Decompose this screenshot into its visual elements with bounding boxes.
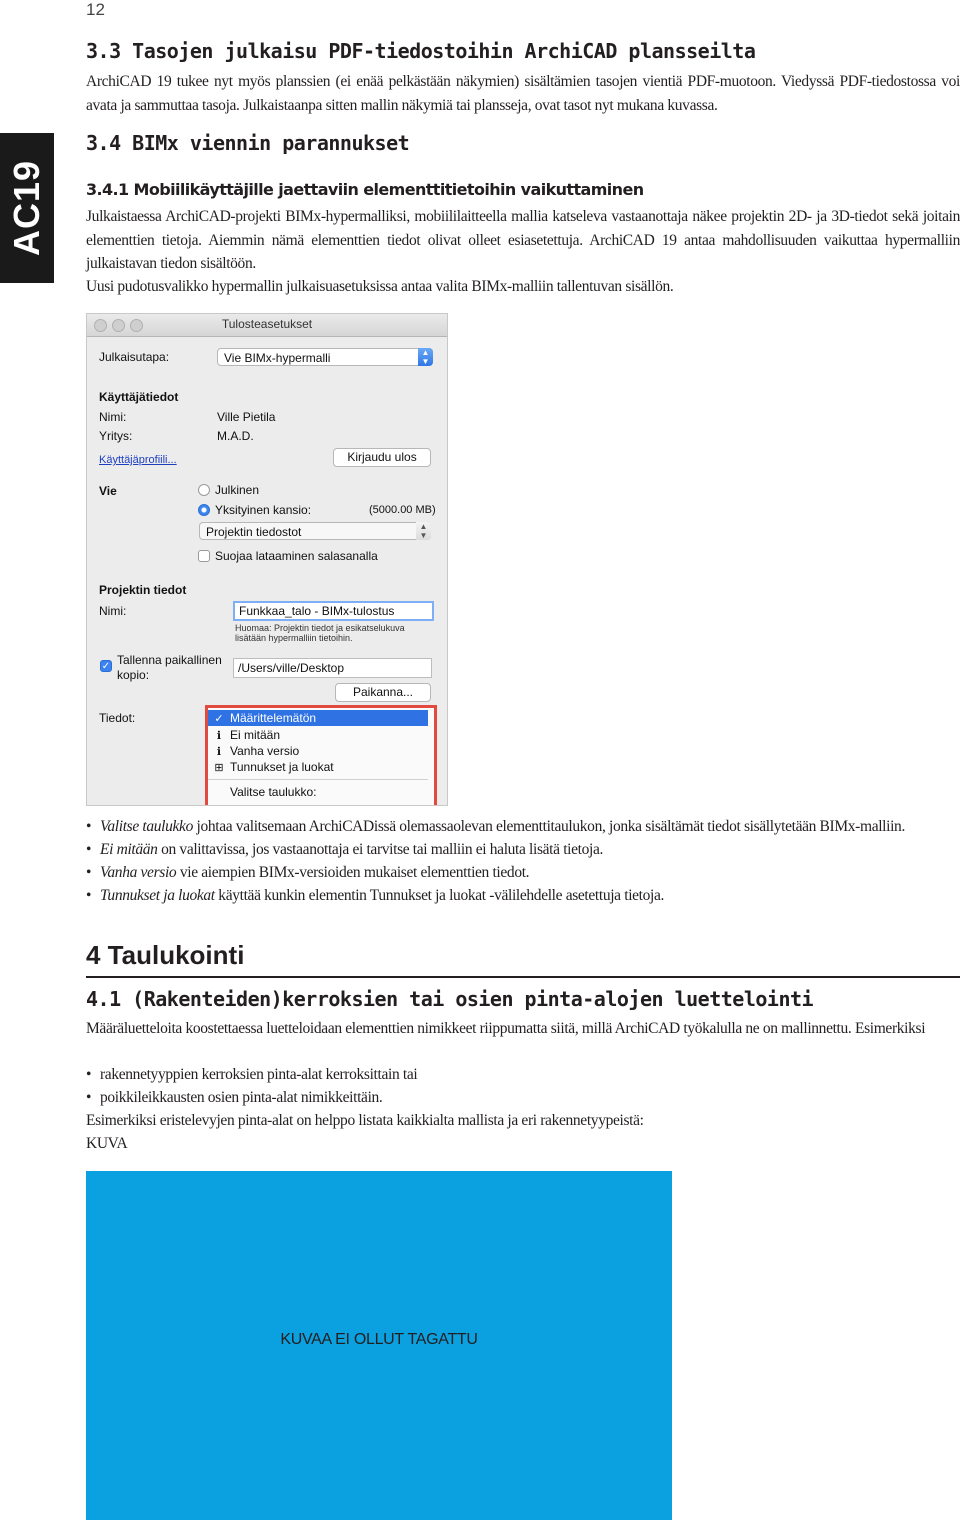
checkmark-icon: ✓ xyxy=(214,713,224,725)
bullet-text: on valittavissa, jos vastaanottaja ei tarvitse tai malliin ei haluta lisätä tietoja. xyxy=(157,841,604,858)
list-item xyxy=(86,838,960,861)
project-info-note xyxy=(235,623,405,643)
password-protect-checkbox[interactable] xyxy=(198,550,210,562)
locate-button[interactable]: Paikanna... xyxy=(335,683,431,702)
section-3-3-heading: 3.3 Tasojen julkaisu PDF-tiedostoihin ArchiCAD plansseilta xyxy=(86,39,756,63)
export-label: Vie xyxy=(99,484,117,498)
table-icon: ⊞ xyxy=(214,762,224,774)
section-3-4-1-paragraph-2: Uusi pudotusvalikko hypermallin julkaisuasetuksissa antaa valita BIMx-malliin tallentuvan sisällön. xyxy=(86,278,674,295)
user-profile-link[interactable]: Käyttäjäprofiili... xyxy=(99,454,177,466)
menu-item-undefined[interactable] xyxy=(208,710,428,726)
section-3-4-heading: 3.4 BIMx viennin parannukset xyxy=(86,131,410,155)
project-files-select[interactable] xyxy=(199,522,431,540)
info-dropdown-menu xyxy=(205,705,437,806)
menu-item-label: Vanha versio xyxy=(230,744,300,758)
menu-item-label: Määrittelemätön xyxy=(230,711,317,725)
list-item xyxy=(86,884,960,907)
save-local-copy-label xyxy=(117,653,222,683)
info-icon: ℹ xyxy=(216,730,222,742)
section-3-3-text: ArchiCAD 19 tukee nyt myös planssien (ei enää pelkästään näkymien) sisältämien tasojen vientiä PDF-muotoon. Viedyssä PDF-tiedostossa voi avata ja sammuttaa tasoja. Julkaistaanpa sitten mallin näkymiä tai plansseja, ovat tasot nyt mukana kuvassa. xyxy=(86,73,960,114)
save-local-line-2: kopio: xyxy=(117,668,150,682)
menu-item-label: Ei mitään xyxy=(230,728,281,742)
bullet-term: Vanha versio xyxy=(100,864,177,881)
password-protect-label: Suojaa lataaminen salasanalla xyxy=(215,549,378,563)
menu-item-label: Tunnukset ja luokat xyxy=(230,760,334,774)
bullet-term: Ei mitään xyxy=(100,841,158,858)
bullet-text: käyttää kunkin elementin Tunnukset ja luokat -välilehdelle asetettuja tietoja. xyxy=(214,887,665,904)
project-name-label: Nimi: xyxy=(99,604,127,618)
menu-divider xyxy=(208,779,428,780)
user-name-label: Nimi: xyxy=(99,410,127,424)
save-local-line-1: Tallenna paikallinen xyxy=(117,653,222,667)
info-icon: ℹ xyxy=(216,746,222,758)
section-4-1-list xyxy=(86,1063,960,1109)
project-info-heading: Projektin tiedot xyxy=(99,583,187,597)
project-name-input[interactable]: Funkkaa_talo - BIMx-tulostus xyxy=(233,601,434,621)
publish-method-label: Julkaisutapa: xyxy=(99,350,170,364)
chapter-4-heading: 4 Taulukointi xyxy=(86,940,960,978)
select-arrows-icon: ▲ ▼ xyxy=(418,348,433,366)
company-label: Yritys: xyxy=(99,429,133,443)
local-path-input[interactable]: /Users/ville/Desktop xyxy=(233,658,432,678)
dialog-titlebar xyxy=(87,314,447,337)
private-folder-size: (5000.00 MB) xyxy=(369,504,436,516)
project-files-value: Projektin tiedostot xyxy=(206,525,302,539)
side-tab-label: AC19 xyxy=(6,159,47,257)
section-3-4-1-heading: 3.4.1 Mobiilikäyttäjille jaettaviin elementtitietoihin vaikuttaminen xyxy=(86,180,644,199)
bullet-term: Valitse taulukko xyxy=(100,818,193,835)
dialog-title: Tulosteasetukset xyxy=(221,317,313,331)
public-option-label: Julkinen xyxy=(215,483,260,497)
list-item: • poikkileikkausten osien pinta-alat nimikkeittäin. xyxy=(86,1086,960,1109)
company-value: M.A.D. xyxy=(217,429,254,443)
menu-options-bullet-list xyxy=(86,815,960,907)
menu-item-old-version[interactable] xyxy=(208,743,428,759)
list-item xyxy=(86,815,960,838)
image-caption-placeholder: KUVA xyxy=(86,1135,128,1152)
bullet-term: Tunnukset ja luokat xyxy=(100,887,215,904)
section-4-1-heading: 4.1 (Rakenteiden)kerroksien tai osien pinta-alojen luettelointi xyxy=(86,987,814,1011)
menu-item-ids-and-categories[interactable] xyxy=(208,759,428,775)
bullet-text: johtaa valitsemaan ArchiCADissä olemassaolevan elementtitaulukon, jonka sisältämät tiedot sisällytetään BIMx-malliin. xyxy=(192,818,905,835)
publish-method-value: Vie BIMx-hypermalli xyxy=(224,351,331,365)
menu-item-none[interactable] xyxy=(208,727,428,743)
menu-item-select-schedule[interactable] xyxy=(208,784,428,800)
user-name-value: Ville Pietila xyxy=(217,410,276,424)
private-option-label: Yksityinen kansio: xyxy=(215,503,312,517)
page-number: 12 xyxy=(86,0,105,19)
logout-button[interactable]: Kirjaudu ulos xyxy=(333,448,431,467)
placeholder-text: KUVAA EI OLLUT TAGATTU xyxy=(280,1331,478,1348)
project-info-note-line-1: Huomaa: Projektin tiedot ja esikatselukuva xyxy=(235,623,405,633)
project-info-note-line-2: lisätään hypermalliin tietoihin. xyxy=(235,633,353,643)
list-item xyxy=(86,861,960,884)
section-4-1-paragraph-2: Esimerkiksi eristelevyjen pinta-alat on helppo listata kaikkialta mallista ja eri rakennetyypeistä: xyxy=(86,1112,644,1129)
menu-item-label: Valitse taulukko: xyxy=(230,785,317,799)
public-radio[interactable] xyxy=(198,484,210,496)
section-side-tab xyxy=(0,133,54,283)
section-3-4-1-paragraph: Julkaistaessa ArchiCAD-projekti BIMx-hypermalliksi, mobiililaitteella mallia katseleva vastaanottaja näkee projektin 2D- ja 3D-tiedot sekä joitain elementtien tietoja. Aiemmin nämä elementtien tiedot olivat olleet esiasetettuja. ArchiCAD 19 antaa mahdollisuuden vaikuttaa hypermalliin julkaistavan tiedon sisältöön. xyxy=(86,208,960,272)
publish-settings-dialog xyxy=(86,313,448,806)
publish-method-select[interactable] xyxy=(217,348,433,366)
select-arrows-icon: ▲ ▼ xyxy=(416,522,431,540)
section-4-1-paragraph: Määräluetteloita koostettaessa luetteloidaan elementtien nimikkeet riippumatta siitä, millä ArchiCAD työkalulla ne on mallinnettu. Esimerkiksi xyxy=(86,1020,926,1037)
bullet-text: vie aiempien BIMx-versioiden mukaiset elementtien tiedot. xyxy=(176,864,530,881)
save-local-copy-checkbox[interactable]: ✓ xyxy=(101,661,111,672)
missing-image-placeholder xyxy=(86,1171,672,1520)
info-label: Tiedot: xyxy=(99,711,136,725)
list-item: • rakennetyyppien kerroksien pinta-alat kerroksittain tai xyxy=(86,1063,960,1086)
user-info-heading: Käyttäjätiedot xyxy=(99,390,179,404)
private-folder-radio[interactable] xyxy=(198,504,210,516)
